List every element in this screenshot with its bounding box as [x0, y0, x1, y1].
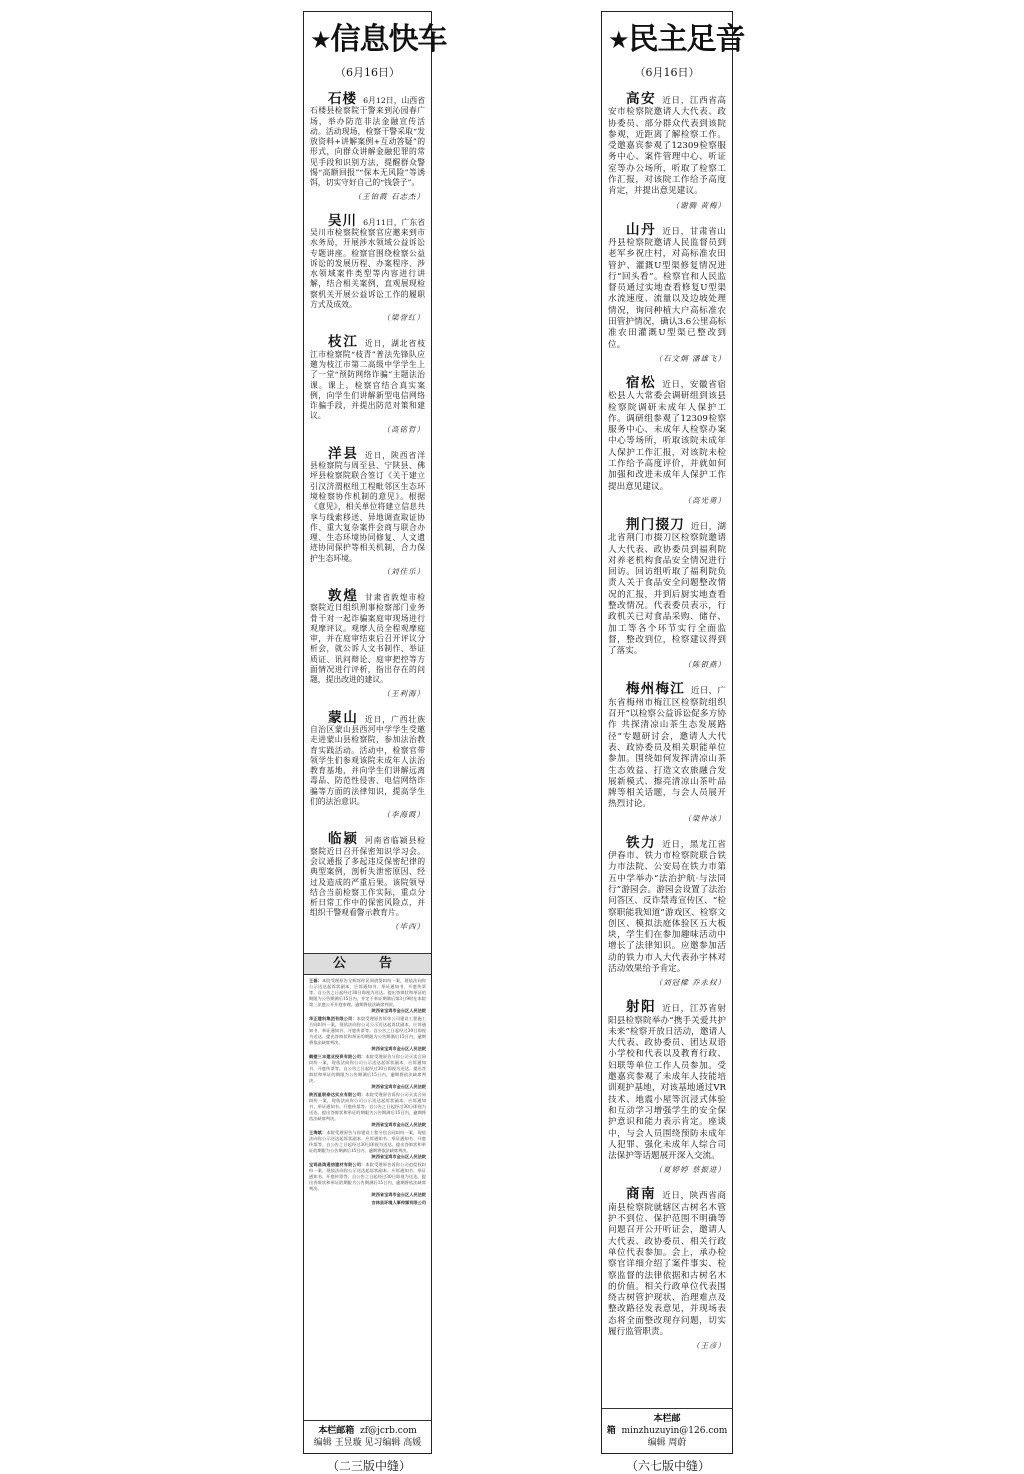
news-item	[608, 1186, 726, 1351]
news-item-author: （刘冠樑 乔永权）	[654, 978, 726, 988]
news-item-text: 6月11日，广东省吴川市检察院检察官应邀来到市水务局，开展涉水领域公益诉讼专题讲座。检察官围绕检察公益诉讼的发展历程、办案程序、涉水领域案件类型等内容进行讲解，结合相关案例，直观展现检察机关开展公益诉讼工作的履职方式及成效。	[310, 217, 425, 310]
news-item-place: 石楼	[328, 91, 358, 107]
news-item-body	[310, 587, 426, 686]
news-item	[608, 221, 726, 364]
news-item	[310, 334, 426, 434]
news-item-body	[608, 221, 726, 351]
right-caption: （六七版中缝）	[625, 1459, 710, 1473]
news-item-body	[608, 999, 726, 1162]
news-item-body	[608, 834, 726, 976]
notice-entry	[309, 1092, 426, 1128]
notice-entry-text: 本院受理原告与你建设工程分包合同纠纷一案，现依法向你公示送达起诉状副本、应诉通知书、举证通知书、开庭传票等。自公告之日起经过30日即视为送达。提出答辩状和举证的期限为公告期满后15日内，逾期将依法缺席判决。	[309, 1130, 426, 1153]
notice-entry-title: 宝鸡昌鸿通信建材有限公司：	[309, 1162, 366, 1167]
news-item-text: 河南省临颍县检察院近日召开保密知识学习会。会议通报了多起违反保密纪律的典型案例，剖析失泄密原因、经过及造成的严重后果。该院领导结合当前检察工作实际，重点分析日常工作中的保密风险点，并组织干警观看警示教育片。	[310, 836, 426, 918]
news-item-author: （谢腾 黄梅）	[671, 200, 726, 210]
notice-entry	[309, 1162, 426, 1198]
news-item-body	[310, 212, 425, 311]
news-item-text: 近日，安徽省宿松县人大常委会调研组到该县检察院调研未成年人保护工作。调研组参观了12309检察服务中心、未成年人检察办案中心等场所，听取该院未成年人保护工作汇报，对该院未检工作给予高度评价，并就如何加强和改进未成年人保护工作提出意见建议。	[608, 379, 726, 492]
news-item-text: 近日，湖北省荆门市掇刀区检察院邀请人大代表、政协委员到福利院对养老机构食品安全情况进行回访。回访组听取了福利院负责人关于食品安全问题整改情况的汇报，并到后厨实地查看整改情况。代表委员表示，行政机关已对食品采购、储存、加工等各个环节实行全面监督，整改到位，检察建议得到了落实。	[608, 521, 726, 657]
news-item-body	[310, 831, 426, 918]
news-item-place: 山丹	[626, 221, 657, 238]
notice-entry-title: 王磊：	[309, 978, 323, 983]
news-item-author: （陈银燕）	[683, 660, 726, 670]
news-item-place: 高安	[626, 91, 657, 107]
news-item-place: 梅州梅江	[626, 681, 685, 698]
news-item-text: 甘肃省敦煌市检察院近日组织刑事检察部门业务骨干对一起诈骗案庭审现场进行观摩评议。观摩人员全程观摩庭审，并在庭审结束后召开评议分析会，就公诉人文书制作、举证质证、讯问辩论、庭审把控等方面情况进行评析，指出存在的问题，提出改进的建议。	[310, 592, 426, 685]
left-editors: 编辑 王昱璇 见习编辑 高媛	[313, 1438, 422, 1448]
news-item	[310, 587, 426, 699]
news-item-place: 蒙山	[328, 709, 359, 726]
news-item-text: 近日，江苏省射阳县检察院举办“携手关爱共护未来”检察开放日活动，邀请人大代表、政协委员、团达双语小学校和代表以及教育行政、妇联等单位工作人员参加。受邀嘉宾参观了未成年人技能培训观护基地，对该基地通过VR技术、地震小屋等沉浸式体验和互动学习增强学生的安全保护意识和能力表示肯定。座谈中，与会人员围绕预防未成年人犯罪、强化未成年人综合司法保护等话题展开深入交流。	[608, 1004, 726, 1162]
news-item	[608, 999, 726, 1175]
news-item-body	[310, 445, 426, 564]
notice-entry-signature: 陕西省宝鸡市金台区人民法院	[371, 1046, 426, 1051]
right-items	[608, 91, 726, 1351]
news-item-body	[310, 334, 426, 421]
news-item	[310, 91, 425, 202]
news-item-author: （王利海）	[382, 688, 425, 698]
news-item-place: 铁力	[626, 834, 657, 851]
right-editors: 编辑 周蔚	[647, 1438, 687, 1448]
notice-entry	[309, 1130, 426, 1160]
news-item-text: 近日，江西省高安市检察院邀请人大代表、政协委员、部分群众代表到该院参观，近距离了解检察工作。受邀嘉宾参观了12309检察服务中心、案件管理中心、听证室等办公场所，听取了检察工作汇报，对该院工作给予高度肯定，并提出意见建议。	[608, 96, 726, 197]
news-item-author: （毕西）	[391, 921, 425, 931]
news-item	[608, 374, 726, 506]
news-item-author: （夏婷婷 蔡振进）	[654, 1165, 726, 1175]
news-item-text: 近日，黑龙江省伊春市、铁力市检察院联合铁力市法院、公安局在铁力市第五中学举办“法治护航·与法同行”游园会。游园会设置了法治问答区、反诈禁毒宣传区、“检察职能我知道”游戏区、检察文创区、模拟法庭体验区五大板块，学生们在参加趣味活动中增长了法律知识。应邀参加活动的铁力市人大代表孙宇林对活动效果给予肯定。	[608, 839, 726, 974]
notice-entry	[309, 978, 426, 1014]
left-mailbox[interactable]: zf@jcrb.com	[359, 1426, 417, 1436]
notice-entry-title: 王海斌：	[309, 1130, 327, 1135]
left-masthead-text: 信息快车	[330, 22, 447, 57]
left-mailbox-label: 本栏邮箱	[318, 1426, 355, 1436]
news-item-author: （高光勇）	[683, 495, 726, 505]
notice-entry-text: 本院受理原告与你公司买卖合同纠纷一案，现依法向你公司公示送达起诉状副本、应诉通知书、开庭传票等。自公告之日起经过30日即视为送达。提出答辩状和举证的期限为公告期满后15日内，逾期将依法缺席判决。	[309, 1054, 426, 1083]
notice-entry-text: 本院受理原告诉你公司建设工程施工合同纠纷一案，现依法向你公司公示送达起诉状副本、应诉通知书、举证通知书、开庭传票等。自公告之日起经过30日即视为送达。提出答辩状和举证的期限为公告期满后15日内，逾期将依法缺席判决。	[309, 1016, 426, 1045]
notice-entry	[309, 1016, 426, 1052]
news-item	[608, 91, 726, 211]
left-column	[303, 11, 447, 1454]
news-item-place: 射阳	[626, 999, 657, 1016]
news-item-text: 近日，广西壮族自治区蒙山县西河中学学生受邀走进蒙山县检察院，参加法治教育实践活动。活动中，检察官带领学生们参观该院未成年人法治教育基地，并向学生们讲解远离毒品、防范性侵害、电信网络诈骗等方面的法律知识，提高学生们的法治意识。	[310, 714, 426, 807]
notice-entry-signature: 陕西省宝鸡市金台区人民法院	[371, 1192, 426, 1197]
notice-entry-signature: 陕西省宝鸡市金台区人民法院	[371, 1008, 426, 1013]
news-item-body	[310, 91, 425, 189]
left-date: （6月16日）	[335, 66, 400, 79]
star-icon: ★	[310, 26, 331, 54]
news-item	[608, 681, 726, 823]
right-mailbox-label: 本栏邮箱	[606, 1414, 681, 1436]
notice-entry-title: 陕西星联泰达实业有限公司：	[309, 1092, 366, 1097]
news-item-author: （王铂霞 石志杰）	[353, 191, 425, 201]
notice-entry-text: 本院受理原告诉你公司追偿权纠纷一案，现依法向你公示送达起诉状副本、应诉通知书、举证通知书、开庭传票等。自公告之日起经过30日即视为送达。提出答辩状和举证的期限为公告期满后15日内，逾期将依法缺席判决。	[309, 1162, 426, 1191]
notice-entry-text: 本院受理原告全辉诉你民间借贷纠纷一案，现依法向你公示送达起诉状副本、应诉通知书、举证通知书、开庭传票等。自公告之日起经过30日即视为送达。提出答辩状和举证的期限为公告期满后15日内，并定于举证期满后第3日9时在本院第三法庭公开开庭审理，逾期将依法缺席判决。	[309, 978, 426, 1007]
right-date: （6月16日）	[634, 66, 700, 79]
left-items	[310, 91, 426, 932]
news-item	[608, 516, 726, 671]
news-item-place: 敦煌	[328, 587, 359, 604]
news-item-body	[608, 1186, 726, 1338]
news-item-author: （梁仲冰）	[683, 813, 726, 823]
news-item	[310, 709, 426, 821]
notice-entry-signature: 陕西省宝鸡市金台区人民法院	[371, 1154, 426, 1159]
news-item-body	[608, 374, 726, 493]
left-masthead	[310, 20, 447, 60]
right-column	[601, 11, 745, 1454]
news-item-text: 近日，陕西省商南县检察院就辖区古树名木管护不到位、保护范围不明确等问题召开公开听证会，邀请人大代表、政协委员、相关行政单位代表参加。会上，承办检察官详细介绍了案件事实、检察监督的法律依据和古树名木的价值。相关行政单位代表围绕古树管护现状、治理难点及整改路径发表意见，并现场表态将全面整改现存问题，切实履行监管职责。	[608, 1191, 726, 1338]
news-item-author: （王彦）	[692, 1341, 726, 1351]
right-mailbox[interactable]: minzhuzuyin@126.com	[621, 1426, 728, 1436]
notice-entry-title: 鹤壁三丰建业投资有限公司：	[309, 1054, 366, 1059]
news-item-text: 6月12日，山西省石楼县检察院干警来到沁园春广场，举办防范非法金融宣传活动。活动现场，检察干警采取“发放资料+讲解案例+互动答疑”的形式，向群众讲解金融犯罪的常见手段和识别方法，提醒群众警惕“高额回报”“保本无风险”等诱饵，切实守好自己的“钱袋子”。	[310, 96, 425, 188]
news-item	[310, 212, 425, 324]
news-item-author: （高铭哲）	[382, 424, 425, 434]
notice-entry-signature: 陕西省宝鸡市金台区人民法院	[371, 1084, 426, 1089]
news-item-body	[608, 91, 726, 198]
news-item-author: （李海霞）	[382, 810, 425, 820]
news-item-body	[608, 681, 726, 810]
right-masthead	[608, 20, 745, 60]
notice-body	[309, 978, 426, 1350]
news-item-text: 近日，广东省梅州市梅江区检察院组织召开“以检察公益诉讼促多方协作 共探清凉山茶生态发展路径”专题研讨会，邀请人大代表、政协委员及相关职能单位参加。围绕如何发挥清凉山茶生态效益、打造文农旅融合发展新模式、擦亮清凉山茶叶品牌等相关话题，与会人员展开热烈讨论。	[608, 686, 726, 810]
notice-entry-text: 本院受理原告诉你公司买卖合同纠纷一案，现依法向你公司公示送达起诉状副本、应诉通知书、举证通知书、开庭传票等。自公告之日起经过30日即视为送达。提出答辩状和举证的期限为公告期满后15日内，逾期将依法缺席判决。	[309, 1092, 426, 1121]
news-item	[608, 834, 726, 989]
notice-entry-signature: 陕西省宝鸡市金台区人民法院	[371, 1122, 426, 1127]
right-masthead-text: 民主足音	[628, 22, 745, 57]
news-item-text: 近日，湖北省枝江市检察院“枝青”普法先锋队应邀为枝江市第二高级中学学生上了一堂“预防网络诈骗”主题法治课。课上，检察官结合真实案例，向学生们讲解新型电信网络诈骗手段，并提出防范对策和建议。	[310, 339, 426, 421]
notice-entry-title: 华正建科集团有限公司：	[309, 1016, 357, 1021]
news-item-text: 近日，甘肃省山丹县检察院邀请人民监督员到老军乡祝庄村，对高标准农田管护、灌溉U型渠修复情况进行“回头看”。检察官和人民监督员通过实地查看修复U型渠水流速度、流量以及边坡处理情况，询问种植大户高标准农田管护情况，确认3.6公里高标准农田灌溉U型渠已整改到位。	[608, 226, 726, 350]
news-item-body	[310, 709, 426, 808]
news-item-text: 近日，陕西省洋县检察院与周至县、宁陕县、佛坪县检察院联合签订《关于建立引汉济渭枢纽工程毗邻区生态环境检察协作机制的意见》。根据《意见》，相关单位将建立信息共享与线索移送、异地调查取证协作、重大复杂案件会商与联合办理、生态环境协同修复、人文遗迹协同保护等相关机制，合力保护生态环境。	[310, 450, 426, 563]
star-icon: ★	[608, 26, 629, 54]
news-item-author: （石文炯 潘雄飞）	[654, 353, 726, 363]
news-item-place: 荆门掇刀	[626, 516, 685, 533]
news-item-place: 临颍	[328, 831, 359, 848]
notice-entry	[309, 1054, 426, 1090]
right-footer	[602, 1408, 732, 1453]
news-item	[310, 445, 426, 577]
notice-header: 公 告	[304, 953, 431, 975]
news-item-place: 吴川	[328, 212, 358, 229]
news-item-place: 宿松	[626, 374, 657, 391]
notice-footer: 吉林县环境人事传媒有限公司	[371, 1200, 426, 1205]
news-item-place: 商南	[626, 1186, 657, 1203]
news-item-body	[608, 516, 726, 658]
left-footer	[304, 1420, 431, 1453]
news-item-place: 枝江	[328, 334, 359, 351]
news-item-author: （梁誉红）	[382, 313, 425, 323]
news-item-author: （刘佳乐）	[382, 566, 425, 576]
news-item-place: 洋县	[328, 445, 359, 462]
left-caption: （二三版中缝）	[326, 1459, 411, 1473]
news-item	[310, 831, 426, 931]
